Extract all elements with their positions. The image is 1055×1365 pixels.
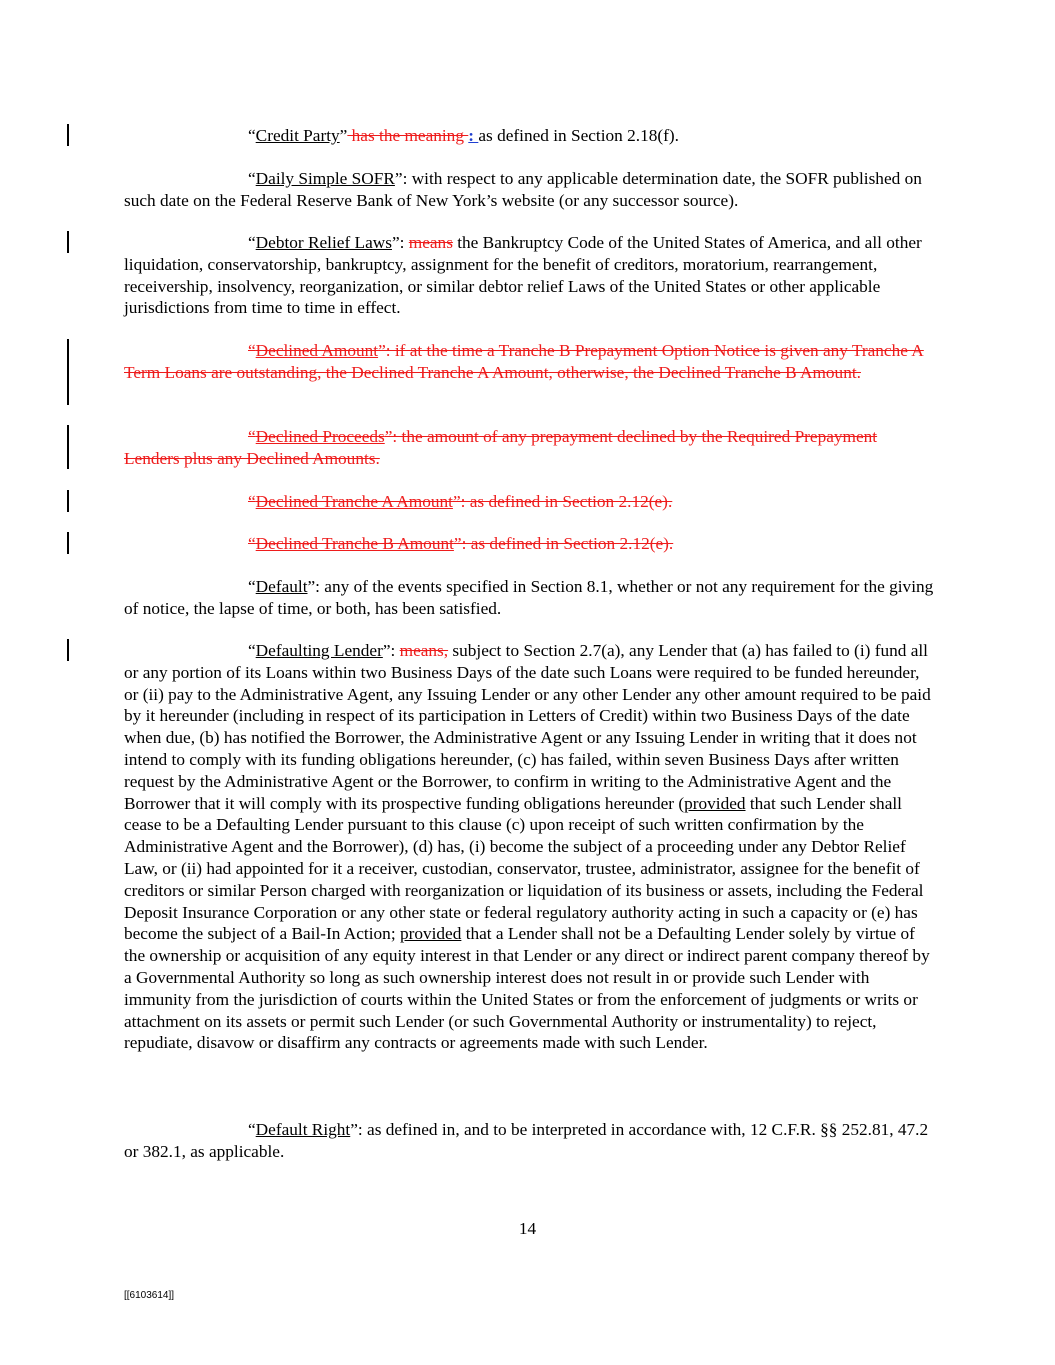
page-number: 14 xyxy=(518,1219,537,1238)
provided-term: provided xyxy=(399,924,462,944)
open-quote: “ xyxy=(248,427,256,446)
change-bar xyxy=(67,124,69,146)
change-bar xyxy=(67,339,69,405)
deleted-text: has the meaning xyxy=(347,126,469,145)
defined-term: Declined Tranche B Amount xyxy=(255,534,454,553)
definition-text: ”: if at the time a Tranche B Prepayment Option Notice is given any Tranche A Term Loans are outstanding, the Declined Tranche A Amount, otherwise, the Declined Tranche B Amount. xyxy=(124,341,924,382)
definition-credit-party xyxy=(124,125,934,147)
defined-term: Defaulting Lender xyxy=(255,641,383,660)
definition-daily-simple-sofr xyxy=(124,168,934,212)
definition-declined-proceeds xyxy=(124,426,934,470)
colon: ”: xyxy=(391,233,409,252)
definition-declined-tranche-b-amount xyxy=(124,533,934,555)
open-quote: “ xyxy=(248,577,256,596)
defined-term: Credit Party xyxy=(255,126,340,145)
defined-term: Declined Tranche A Amount xyxy=(255,492,453,511)
definition-text: ”: the amount of any prepayment declined by the Required Prepayment Lenders plus any Declined Amounts. xyxy=(124,427,878,468)
definition-text: as defined in Section 2.18(f). xyxy=(478,126,679,145)
definition-text: ”: with respect to any applicable determination date, the SOFR published on such date on the Federal Reserve Bank of New York’s website (or any successor source). xyxy=(124,169,922,210)
definition-text: that such Lender shall cease to be a Defaulting Lender pursuant to this clause (c) upon receipt of such written confirmation by the Administrative Agent and the Borrower), (d) has, (i) become the subject of a proceeding under any Debtor Relief Law, or (ii) had appointed for it a receiver, custodian, conservator, trustee, administrator, assignee for the benefit of creditors or similar Person charged with reorganization or liquidation of its business or assets, including the Federal Deposit Insurance Corporation or any other state or federal regulatory authority acting in such a capacity or (e) has become the subject of a Bail-In Action; xyxy=(124,793,924,944)
open-quote: “ xyxy=(248,126,256,145)
open-quote: “ xyxy=(248,1120,256,1139)
definition-debtor-relief-laws xyxy=(124,232,934,319)
deleted-text: means, xyxy=(399,641,449,660)
definition-declined-tranche-a-amount xyxy=(124,491,934,513)
definition-text: ”: as defined in Section 2.12(e). xyxy=(452,492,673,511)
colon: ”: xyxy=(382,641,400,660)
definition-text: that a Lender shall not be a Defaulting Lender solely by virtue of the ownership or acquisition of any equity interest in that Lender or any direct or indirect parent company thereof by a Governmental Authority so long as such ownership interest does not result in or provide such Lender with immunity from the jurisdiction of courts within the United States or from the enforcement of judgments or writs or attachment on its assets or permit such Lender (or such Governmental Authority or instrumentality) to reject, repudiate, disavow or disaffirm any contracts or agreements made with such Lender. xyxy=(124,924,930,1053)
definition-defaulting-lender xyxy=(124,640,934,1054)
defined-term: Default Right xyxy=(255,1120,351,1139)
deleted-text: means xyxy=(408,233,453,252)
definition-text: ”: as defined in, and to be interpreted in accordance with, 12 C.F.R. §§ 252.81, 47.2 or 382.1, as applicable. xyxy=(124,1120,929,1161)
close-quote: ” xyxy=(339,126,348,145)
provided-term: provided xyxy=(684,793,746,813)
defined-term: Declined Proceeds xyxy=(255,427,385,446)
document-id: [[6103614]] xyxy=(124,1290,175,1301)
definition-declined-amount xyxy=(124,340,934,384)
change-bar xyxy=(67,425,69,469)
definition-default-right xyxy=(124,1119,934,1163)
defined-term: Declined Amount xyxy=(255,341,379,360)
change-bar xyxy=(67,231,69,253)
defined-term: Debtor Relief Laws xyxy=(255,233,392,252)
change-bar xyxy=(67,532,69,554)
definition-text: ”: as defined in Section 2.12(e). xyxy=(453,534,674,553)
defined-term: Daily Simple SOFR xyxy=(255,169,395,188)
open-quote: “ xyxy=(248,341,256,360)
open-quote: “ xyxy=(248,492,256,511)
open-quote: “ xyxy=(248,534,256,553)
change-bar xyxy=(67,490,69,512)
change-bar xyxy=(67,639,69,661)
definition-default xyxy=(124,576,934,620)
open-quote: “ xyxy=(248,169,256,188)
definition-text: the Bankruptcy Code of the United States of America, and all other liquidation, conservatorship, bankruptcy, assignment for the benefit of creditors, moratorium, rearrangement, receivership, insolvency, reorganization, or similar debtor relief Laws of the United States or other applicable jurisdictions from time to time in effect. xyxy=(124,233,922,318)
open-quote: “ xyxy=(248,233,256,252)
inserted-text: : xyxy=(468,126,479,145)
definition-text: subject to Section 2.7(a), any Lender that (a) has failed to (i) fund all or any portion of its Loans within two Business Days of the date such Loans were required to be funded hereunder, or (ii) pay to the Administrative Agent, any Issuing Lender or any other Lender any other amount required to be paid by it hereunder (including in respect of its participation in Letters of Credit) within two Business Days of the date when due, (b) has notified the Borrower, the Administrative Agent or any Issuing Lender in writing that it does not intend to comply with its funding obligations hereunder, (c) has failed, within seven Business Days after written request by the Administrative Agent or the Borrower, to confirm in writing to the Administrative Agent and the Borrower that it will comply with its prospective funding obligations hereunder ( xyxy=(124,641,931,813)
defined-term: Default xyxy=(255,577,308,596)
definition-text: ”: any of the events specified in Section 8.1, whether or not any requirement for the giving of notice, the lapse of time, or both, has been satisfied. xyxy=(124,577,934,618)
open-quote: “ xyxy=(248,641,256,660)
